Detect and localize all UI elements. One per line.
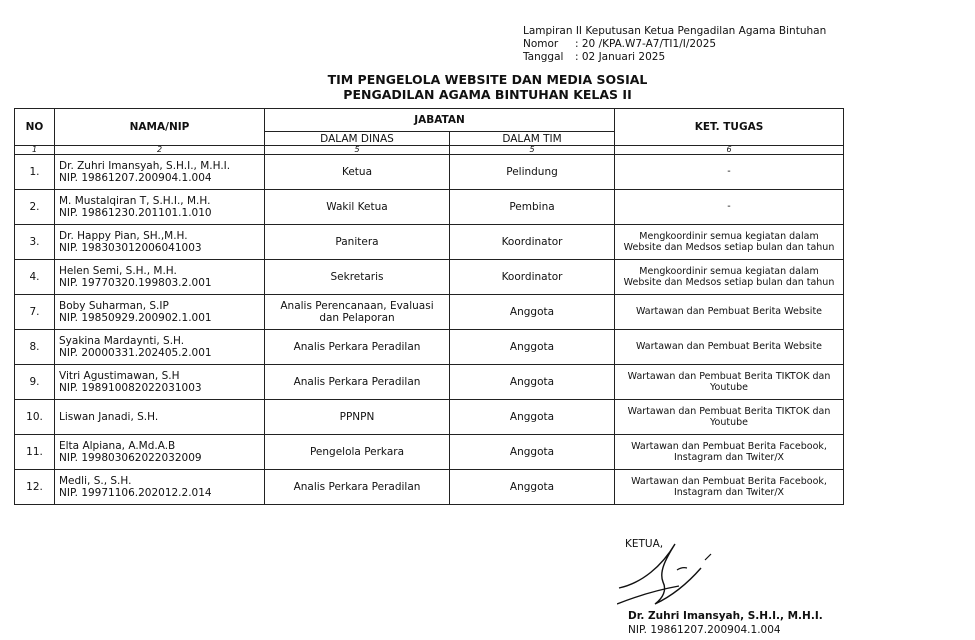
member-nip: NIP. 198910082022031003: [59, 382, 202, 394]
index-cell: 6: [615, 146, 844, 155]
signature-title: KETUA,: [625, 538, 664, 550]
dalam-dinas-cell: Pengelola Perkara: [265, 435, 450, 470]
nomor-label: Nomor: [523, 38, 559, 50]
ket-tugas-cell: Wartawan dan Pembuat Berita TIKTOK dan Youtube: [615, 400, 844, 435]
ket-tugas-cell: Mengkoordinir semua kegiatan dalam Website dan Medsos setiap bulan dan tahun: [615, 225, 844, 260]
member-cell: [55, 470, 265, 505]
table-row: [15, 295, 844, 330]
dalam-tim-cell: Anggota: [450, 470, 615, 505]
dalam-tim-cell: Anggota: [450, 400, 615, 435]
member-cell: [55, 365, 265, 400]
member-name: Dr. Happy Pian, SH.,M.H.: [59, 230, 188, 242]
member-name: Boby Suharman, S.IP: [59, 300, 169, 312]
table-row: [15, 470, 844, 505]
header-no: NO: [15, 109, 55, 146]
ket-tugas-cell: Wartawan dan Pembuat Berita Facebook, Instagram dan Twiter/X: [615, 470, 844, 505]
table-body: [15, 155, 844, 505]
member-cell: [55, 400, 265, 435]
signer-name: Dr. Zuhri Imansyah, S.H.I., M.H.I.: [628, 610, 823, 622]
member-cell: [55, 260, 265, 295]
dalam-tim-cell: Pelindung: [450, 155, 615, 190]
member-cell: [55, 190, 265, 225]
nomor-value: : 20 /KPA.W7-A7/TI1/I/2025: [575, 38, 717, 50]
table-row: [15, 225, 844, 260]
member-name: Vitri Agustimawan, S.H: [59, 370, 180, 382]
header-dalam-tim: DALAM TIM: [450, 132, 615, 146]
dalam-tim-cell: Anggota: [450, 435, 615, 470]
dalam-tim-cell: Koordinator: [450, 225, 615, 260]
row-number: 12.: [15, 470, 55, 505]
ket-tugas-cell: -: [615, 155, 844, 190]
row-number: 11.: [15, 435, 55, 470]
dalam-tim-cell: Anggota: [450, 295, 615, 330]
header-jabatan: JABATAN: [265, 109, 615, 132]
member-name: Dr. Zuhri Imansyah, S.H.I., M.H.I.: [59, 160, 231, 172]
table-row: [15, 260, 844, 295]
row-number: 3.: [15, 225, 55, 260]
dalam-dinas-cell: Ketua: [265, 155, 450, 190]
header-ket: KET. TUGAS: [615, 109, 844, 146]
member-name: Liswan Janadi, S.H.: [59, 411, 159, 423]
row-number: 4.: [15, 260, 55, 295]
signer-nip: NIP. 19861207.200904.1.004: [628, 624, 781, 636]
document-reference: [523, 25, 826, 64]
tanggal-label: Tanggal: [523, 51, 564, 63]
row-number: 9.: [15, 365, 55, 400]
title-line-1: TIM PENGELOLA WEBSITE DAN MEDIA SOSIAL: [327, 72, 648, 87]
member-nip: NIP. 199803062022032009: [59, 452, 202, 464]
dalam-dinas-cell: Analis Perencanaan, Evaluasi dan Pelaporan: [265, 295, 450, 330]
header-dalam-dinas: DALAM DINAS: [265, 132, 450, 146]
team-table: [14, 108, 844, 505]
dalam-dinas-cell: Analis Perkara Peradilan: [265, 365, 450, 400]
reference-line: Lampiran II Keputusan Ketua Pengadilan Agama Bintuhan: [523, 25, 827, 37]
member-name: M. Mustalqiran T, S.H.I., M.H.: [59, 195, 211, 207]
index-cell: 5: [450, 146, 615, 155]
row-number: 2.: [15, 190, 55, 225]
table-row: [15, 365, 844, 400]
row-number: 8.: [15, 330, 55, 365]
dalam-dinas-cell: Analis Perkara Peradilan: [265, 330, 450, 365]
dalam-dinas-cell: Sekretaris: [265, 260, 450, 295]
dalam-dinas-cell: Panitera: [265, 225, 450, 260]
member-cell: [55, 330, 265, 365]
member-nip: NIP. 19861207.200904.1.004: [59, 172, 212, 184]
ket-tugas-cell: -: [615, 190, 844, 225]
member-cell: [55, 295, 265, 330]
dalam-tim-cell: Anggota: [450, 365, 615, 400]
header-nama: NAMA/NIP: [55, 109, 265, 146]
dalam-dinas-cell: Wakil Ketua: [265, 190, 450, 225]
index-cell: 2: [55, 146, 265, 155]
row-number: 1.: [15, 155, 55, 190]
member-nip: NIP. 19971106.202012.2.014: [59, 487, 212, 499]
index-row: [15, 146, 844, 155]
member-name: Medli, S., S.H.: [59, 475, 132, 487]
member-cell: [55, 225, 265, 260]
member-nip: NIP. 20000331.202405.2.001: [59, 347, 212, 359]
document-title: [0, 72, 975, 102]
signature-block: [625, 538, 845, 638]
index-cell: 5: [265, 146, 450, 155]
ket-tugas-cell: Mengkoordinir semua kegiatan dalam Website dan Medsos setiap bulan dan tahun: [615, 260, 844, 295]
reference-tanggal: [523, 51, 826, 64]
ket-tugas-cell: Wartawan dan Pembuat Berita Facebook, Instagram dan Twiter/X: [615, 435, 844, 470]
table-row: [15, 155, 844, 190]
tanggal-value: : 02 Januari 2025: [575, 51, 666, 63]
table-row: [15, 400, 844, 435]
dalam-dinas-cell: Analis Perkara Peradilan: [265, 470, 450, 505]
dalam-tim-cell: Anggota: [450, 330, 615, 365]
dalam-tim-cell: Pembina: [450, 190, 615, 225]
member-nip: NIP. 198303012006041003: [59, 242, 202, 254]
title-line-2: PENGADILAN AGAMA BINTUHAN KELAS II: [343, 87, 632, 102]
ket-tugas-cell: Wartawan dan Pembuat Berita Website: [615, 295, 844, 330]
handwritten-signature: [617, 538, 717, 616]
member-cell: [55, 435, 265, 470]
row-number: 7.: [15, 295, 55, 330]
member-nip: NIP. 19770320.199803.2.001: [59, 277, 212, 289]
index-cell: 1: [15, 146, 55, 155]
dalam-tim-cell: Koordinator: [450, 260, 615, 295]
ket-tugas-cell: Wartawan dan Pembuat Berita Website: [615, 330, 844, 365]
member-cell: [55, 155, 265, 190]
member-name: Syakina Mardaynti, S.H.: [59, 335, 185, 347]
dalam-dinas-cell: PPNPN: [265, 400, 450, 435]
table-header-row: [15, 109, 844, 132]
member-name: Helen Semi, S.H., M.H.: [59, 265, 177, 277]
table-row: [15, 190, 844, 225]
member-nip: NIP. 19850929.200902.1.001: [59, 312, 212, 324]
reference-nomor: [523, 38, 826, 51]
member-nip: NIP. 19861230.201101.1.010: [59, 207, 212, 219]
table-row: [15, 435, 844, 470]
ket-tugas-cell: Wartawan dan Pembuat Berita TIKTOK dan Youtube: [615, 365, 844, 400]
member-name: Elta Alpiana, A.Md.A.B: [59, 440, 176, 452]
row-number: 10.: [15, 400, 55, 435]
table-row: [15, 330, 844, 365]
